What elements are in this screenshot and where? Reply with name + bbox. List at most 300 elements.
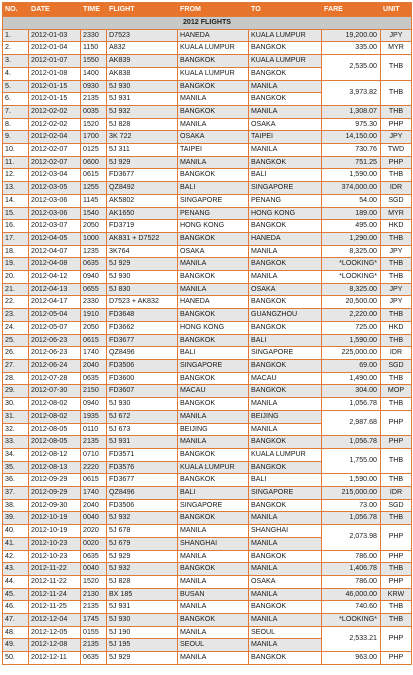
cell-from: HONG KONG xyxy=(178,220,249,233)
cell-date: 2012-10-23 xyxy=(29,537,81,550)
cell-fare: 215,000.00 xyxy=(322,487,381,500)
cell-time: 2135 xyxy=(81,436,107,449)
table-row xyxy=(3,29,412,42)
cell-date: 2012-06-23 xyxy=(29,347,81,360)
cell-fare: 1,056.78 xyxy=(322,512,381,525)
cell-to: BANGKOK xyxy=(249,359,322,372)
cell-fare: 2,535.00 xyxy=(322,55,381,80)
cell-fare: 189.00 xyxy=(322,207,381,220)
cell-unit: THB xyxy=(381,614,412,627)
cell-to: BANGKOK xyxy=(249,601,322,614)
cell-unit: THB xyxy=(381,474,412,487)
cell-flight: 5J 830 xyxy=(107,283,178,296)
cell-to: GUANGZHOU xyxy=(249,309,322,322)
cell-from: OSAKA xyxy=(178,131,249,144)
cell-date: 2012-08-12 xyxy=(29,448,81,461)
cell-flight: D7523 + AK832 xyxy=(107,296,178,309)
header-time: TIME xyxy=(81,3,107,17)
cell-date: 2012-12-08 xyxy=(29,639,81,652)
cell-flight: FD3662 xyxy=(107,321,178,334)
table-row xyxy=(3,512,412,525)
cell-fare: 1,308.07 xyxy=(322,105,381,118)
cell-from: MANILA xyxy=(178,525,249,538)
cell-time: 1150 xyxy=(81,42,107,55)
cell-to: MANILA xyxy=(249,423,322,436)
cell-no: 33. xyxy=(3,436,29,449)
table-row xyxy=(3,105,412,118)
cell-to: BALI xyxy=(249,169,322,182)
cell-to: MANILA xyxy=(249,105,322,118)
cell-from: MANILA xyxy=(178,626,249,639)
cell-from: MANILA xyxy=(178,652,249,665)
cell-time: 0615 xyxy=(81,334,107,347)
cell-from: SINGAPORE xyxy=(178,499,249,512)
cell-to: MANILA xyxy=(249,80,322,93)
table-row xyxy=(3,334,412,347)
cell-from: MANILA xyxy=(178,118,249,131)
cell-to: BANGKOK xyxy=(249,385,322,398)
cell-from: BANGKOK xyxy=(178,512,249,525)
cell-flight: 5J 931 xyxy=(107,436,178,449)
cell-time: 0930 xyxy=(81,80,107,93)
cell-no: 2. xyxy=(3,42,29,55)
cell-no: 20. xyxy=(3,271,29,284)
cell-flight: FD3677 xyxy=(107,334,178,347)
cell-to: SINGAPORE xyxy=(249,182,322,195)
cell-fare: 786.00 xyxy=(322,575,381,588)
cell-fare: 963.00 xyxy=(322,652,381,665)
cell-no: 41. xyxy=(3,537,29,550)
cell-from: BANGKOK xyxy=(178,232,249,245)
cell-fare: 73.00 xyxy=(322,499,381,512)
cell-flight: FD3719 xyxy=(107,220,178,233)
cell-flight: FD3607 xyxy=(107,385,178,398)
cell-time: 2330 xyxy=(81,296,107,309)
cell-fare: 3,973.82 xyxy=(322,80,381,105)
cell-time: 2020 xyxy=(81,525,107,538)
cell-date: 2012-09-29 xyxy=(29,487,81,500)
cell-time: 2050 xyxy=(81,220,107,233)
cell-date: 2012-04-08 xyxy=(29,258,81,271)
table-row xyxy=(3,614,412,627)
cell-to: KUALA LUMPUR xyxy=(249,29,322,42)
cell-time: 0635 xyxy=(81,652,107,665)
cell-fare: 225,000.00 xyxy=(322,347,381,360)
cell-to: HANEDA xyxy=(249,232,322,245)
cell-to: MANILA xyxy=(249,512,322,525)
cell-date: 2012-07-30 xyxy=(29,385,81,398)
cell-no: 39. xyxy=(3,512,29,525)
cell-no: 36. xyxy=(3,474,29,487)
cell-to: MACAU xyxy=(249,372,322,385)
cell-date: 2012-01-15 xyxy=(29,93,81,106)
cell-date: 2012-02-07 xyxy=(29,156,81,169)
cell-from: MANILA xyxy=(178,550,249,563)
cell-to: BANGKOK xyxy=(249,436,322,449)
cell-from: BALI xyxy=(178,347,249,360)
cell-date: 2012-11-24 xyxy=(29,588,81,601)
cell-date: 2012-10-19 xyxy=(29,525,81,538)
cell-no: 18. xyxy=(3,245,29,258)
cell-fare: 1,290.00 xyxy=(322,232,381,245)
cell-flight: 5J 828 xyxy=(107,118,178,131)
cell-no: 42. xyxy=(3,550,29,563)
cell-date: 2012-12-05 xyxy=(29,626,81,639)
cell-to: BANGKOK xyxy=(249,321,322,334)
cell-fare: 740.60 xyxy=(322,601,381,614)
cell-date: 2012-08-02 xyxy=(29,398,81,411)
cell-unit: JPY xyxy=(381,296,412,309)
cell-fare: 2,987.68 xyxy=(322,410,381,435)
table-row xyxy=(3,207,412,220)
header-fare: FARE xyxy=(322,3,381,17)
cell-to: SEOUL xyxy=(249,626,322,639)
cell-date: 2012-06-23 xyxy=(29,334,81,347)
table-row xyxy=(3,144,412,157)
cell-from: KUALA LUMPUR xyxy=(178,461,249,474)
cell-fare: 786.00 xyxy=(322,550,381,563)
cell-no: 26. xyxy=(3,347,29,360)
cell-no: 17. xyxy=(3,232,29,245)
cell-from: MANILA xyxy=(178,283,249,296)
cell-no: 50. xyxy=(3,652,29,665)
cell-time: 0940 xyxy=(81,271,107,284)
cell-date: 2012-11-22 xyxy=(29,575,81,588)
cell-unit: THB xyxy=(381,512,412,525)
cell-from: BUSAN xyxy=(178,588,249,601)
cell-flight: 5J 931 xyxy=(107,93,178,106)
cell-date: 2012-02-04 xyxy=(29,131,81,144)
cell-unit: THB xyxy=(381,80,412,105)
cell-from: HANEDA xyxy=(178,29,249,42)
cell-date: 2012-01-03 xyxy=(29,29,81,42)
cell-from: BEIJING xyxy=(178,423,249,436)
cell-flight: 5J 672 xyxy=(107,410,178,423)
cell-unit: JPY xyxy=(381,283,412,296)
cell-unit: JPY xyxy=(381,245,412,258)
cell-time: 0125 xyxy=(81,144,107,157)
cell-flight: 5J 929 xyxy=(107,258,178,271)
table-row xyxy=(3,220,412,233)
cell-time: 2150 xyxy=(81,385,107,398)
cell-time: 2330 xyxy=(81,29,107,42)
cell-date: 2012-08-05 xyxy=(29,423,81,436)
table-row xyxy=(3,359,412,372)
cell-to: BANGKOK xyxy=(249,461,322,474)
cell-no: 15. xyxy=(3,207,29,220)
cell-unit: THB xyxy=(381,563,412,576)
cell-unit: IDR xyxy=(381,487,412,500)
cell-to: MANILA xyxy=(249,563,322,576)
cell-to: OSAKA xyxy=(249,575,322,588)
cell-from: BANGKOK xyxy=(178,309,249,322)
table-row xyxy=(3,194,412,207)
cell-to: BANGKOK xyxy=(249,258,322,271)
cell-date: 2012-03-05 xyxy=(29,182,81,195)
cell-unit: PHP xyxy=(381,626,412,651)
cell-unit: THB xyxy=(381,169,412,182)
cell-from: MANILA xyxy=(178,156,249,169)
cell-flight: FD3600 xyxy=(107,372,178,385)
cell-no: 49. xyxy=(3,639,29,652)
cell-date: 2012-11-25 xyxy=(29,601,81,614)
cell-date: 2012-12-04 xyxy=(29,614,81,627)
table-row xyxy=(3,245,412,258)
cell-to: MANILA xyxy=(249,614,322,627)
cell-date: 2012-08-02 xyxy=(29,410,81,423)
table-row xyxy=(3,232,412,245)
cell-time: 0710 xyxy=(81,448,107,461)
cell-from: MANILA xyxy=(178,436,249,449)
cell-no: 14. xyxy=(3,194,29,207)
cell-from: KUALA LUMPUR xyxy=(178,67,249,80)
table-row xyxy=(3,626,412,639)
cell-from: SINGAPORE xyxy=(178,194,249,207)
cell-fare: 335.00 xyxy=(322,42,381,55)
cell-no: 40. xyxy=(3,525,29,538)
cell-no: 44. xyxy=(3,575,29,588)
table-row xyxy=(3,182,412,195)
cell-from: BANGKOK xyxy=(178,372,249,385)
table-row xyxy=(3,474,412,487)
cell-date: 2012-02-02 xyxy=(29,118,81,131)
cell-to: MANILA xyxy=(249,144,322,157)
cell-fare: *LOOKING* xyxy=(322,614,381,627)
cell-from: BANGKOK xyxy=(178,563,249,576)
cell-time: 0940 xyxy=(81,398,107,411)
cell-fare: 1,056.78 xyxy=(322,436,381,449)
cell-time: 0035 xyxy=(81,105,107,118)
cell-no: 13. xyxy=(3,182,29,195)
cell-to: BANGKOK xyxy=(249,499,322,512)
table-row xyxy=(3,588,412,601)
cell-no: 34. xyxy=(3,448,29,461)
cell-unit: SGD xyxy=(381,359,412,372)
cell-from: MANILA xyxy=(178,258,249,271)
cell-flight: BX 185 xyxy=(107,588,178,601)
cell-time: 0040 xyxy=(81,563,107,576)
table-row xyxy=(3,601,412,614)
cell-fare: 751.25 xyxy=(322,156,381,169)
cell-time: 1550 xyxy=(81,55,107,68)
cell-no: 12. xyxy=(3,169,29,182)
cell-unit: THB xyxy=(381,448,412,473)
table-row xyxy=(3,347,412,360)
cell-date: 2012-08-13 xyxy=(29,461,81,474)
table-row xyxy=(3,321,412,334)
table-row xyxy=(3,550,412,563)
cell-to: BANGKOK xyxy=(249,67,322,80)
cell-date: 2012-04-12 xyxy=(29,271,81,284)
cell-no: 19. xyxy=(3,258,29,271)
cell-to: PENANG xyxy=(249,194,322,207)
cell-flight: FD3571 xyxy=(107,448,178,461)
cell-no: 10. xyxy=(3,144,29,157)
cell-fare: 69.00 xyxy=(322,359,381,372)
cell-flight: 5J 311 xyxy=(107,144,178,157)
cell-unit: THB xyxy=(381,601,412,614)
cell-date: 2012-04-07 xyxy=(29,245,81,258)
cell-fare: 1,056.78 xyxy=(322,398,381,411)
cell-no: 37. xyxy=(3,487,29,500)
table-row xyxy=(3,271,412,284)
header-date: DATE xyxy=(29,3,81,17)
cell-time: 1520 xyxy=(81,118,107,131)
cell-to: SINGAPORE xyxy=(249,487,322,500)
cell-from: MACAU xyxy=(178,385,249,398)
cell-time: 1235 xyxy=(81,245,107,258)
cell-time: 1400 xyxy=(81,67,107,80)
cell-flight: A832 xyxy=(107,42,178,55)
cell-no: 5. xyxy=(3,80,29,93)
cell-date: 2012-06-24 xyxy=(29,359,81,372)
cell-time: 1745 xyxy=(81,614,107,627)
cell-unit: PHP xyxy=(381,118,412,131)
cell-to: SHANGHAI xyxy=(249,525,322,538)
cell-fare: 1,590.00 xyxy=(322,334,381,347)
cell-flight: 5J 929 xyxy=(107,156,178,169)
cell-no: 11. xyxy=(3,156,29,169)
cell-no: 21. xyxy=(3,283,29,296)
cell-time: 1000 xyxy=(81,232,107,245)
cell-unit: SGD xyxy=(381,499,412,512)
cell-unit: THB xyxy=(381,105,412,118)
cell-flight: 5J 195 xyxy=(107,639,178,652)
cell-unit: MYR xyxy=(381,207,412,220)
cell-time: 0020 xyxy=(81,537,107,550)
cell-unit: PHP xyxy=(381,575,412,588)
cell-date: 2012-04-05 xyxy=(29,232,81,245)
cell-date: 2012-10-19 xyxy=(29,512,81,525)
cell-from: SHANGHAI xyxy=(178,537,249,550)
cell-date: 2012-03-06 xyxy=(29,207,81,220)
cell-date: 2012-01-15 xyxy=(29,80,81,93)
cell-date: 2012-04-13 xyxy=(29,283,81,296)
cell-no: 4. xyxy=(3,67,29,80)
cell-unit: PHP xyxy=(381,550,412,563)
cell-to: OSAKA xyxy=(249,118,322,131)
cell-time: 0635 xyxy=(81,550,107,563)
cell-flight: 5J 678 xyxy=(107,525,178,538)
cell-fare: 730.76 xyxy=(322,144,381,157)
cell-to: BANGKOK xyxy=(249,296,322,309)
cell-no: 48. xyxy=(3,626,29,639)
cell-time: 1145 xyxy=(81,194,107,207)
cell-from: BANGKOK xyxy=(178,271,249,284)
cell-fare: 1,490.00 xyxy=(322,372,381,385)
cell-flight: AK5802 xyxy=(107,194,178,207)
cell-fare: 725.00 xyxy=(322,321,381,334)
cell-date: 2012-03-04 xyxy=(29,169,81,182)
cell-fare: 19,200.00 xyxy=(322,29,381,42)
cell-time: 0155 xyxy=(81,626,107,639)
table-row xyxy=(3,169,412,182)
cell-date: 2012-02-02 xyxy=(29,105,81,118)
cell-from: HANEDA xyxy=(178,296,249,309)
cell-no: 28. xyxy=(3,372,29,385)
cell-fare: 2,220.00 xyxy=(322,309,381,322)
cell-from: MANILA xyxy=(178,575,249,588)
cell-flight: AK1650 xyxy=(107,207,178,220)
cell-fare: 14,150.00 xyxy=(322,131,381,144)
cell-unit: THB xyxy=(381,372,412,385)
cell-flight: QZ8492 xyxy=(107,182,178,195)
cell-time: 2050 xyxy=(81,321,107,334)
cell-to: BALI xyxy=(249,334,322,347)
cell-unit: THB xyxy=(381,55,412,80)
cell-fare: 54.00 xyxy=(322,194,381,207)
cell-date: 2012-11-22 xyxy=(29,563,81,576)
table-row xyxy=(3,309,412,322)
cell-flight: 5J 932 xyxy=(107,563,178,576)
table-row xyxy=(3,296,412,309)
cell-fare: 46,000.00 xyxy=(322,588,381,601)
cell-time: 2040 xyxy=(81,499,107,512)
cell-from: BANGKOK xyxy=(178,398,249,411)
cell-flight: QZ8496 xyxy=(107,347,178,360)
cell-flight: 5J 679 xyxy=(107,537,178,550)
cell-fare: 1,590.00 xyxy=(322,474,381,487)
cell-time: 2135 xyxy=(81,601,107,614)
cell-time: 0600 xyxy=(81,156,107,169)
table-row xyxy=(3,131,412,144)
table-row xyxy=(3,385,412,398)
cell-unit: PHP xyxy=(381,652,412,665)
cell-no: 35. xyxy=(3,461,29,474)
cell-unit: MOP xyxy=(381,385,412,398)
cell-no: 3. xyxy=(3,55,29,68)
cell-unit: HKD xyxy=(381,321,412,334)
cell-no: 6. xyxy=(3,93,29,106)
cell-fare: 1,590.00 xyxy=(322,169,381,182)
cell-fare: 495.00 xyxy=(322,220,381,233)
cell-unit: MYR xyxy=(381,42,412,55)
cell-to: KUALA LUMPUR xyxy=(249,55,322,68)
cell-date: 2012-05-07 xyxy=(29,321,81,334)
cell-to: MANILA xyxy=(249,245,322,258)
table-row xyxy=(3,436,412,449)
cell-fare: 304.00 xyxy=(322,385,381,398)
flights-table xyxy=(2,2,412,665)
table-row xyxy=(3,156,412,169)
header-flight: FLIGHT xyxy=(107,3,178,17)
cell-unit: THB xyxy=(381,309,412,322)
cell-to: BANGKOK xyxy=(249,652,322,665)
cell-date: 2012-05-04 xyxy=(29,309,81,322)
cell-time: 1740 xyxy=(81,487,107,500)
section-banner: 2012 FLIGHTS xyxy=(3,17,412,30)
cell-fare: 1,406.78 xyxy=(322,563,381,576)
cell-time: 1255 xyxy=(81,182,107,195)
cell-no: 45. xyxy=(3,588,29,601)
cell-to: BEIJING xyxy=(249,410,322,423)
cell-no: 30. xyxy=(3,398,29,411)
cell-no: 8. xyxy=(3,118,29,131)
cell-from: MANILA xyxy=(178,410,249,423)
cell-from: OSAKA xyxy=(178,245,249,258)
header-no: NO. xyxy=(3,3,29,17)
cell-to: MANILA xyxy=(249,639,322,652)
cell-no: 9. xyxy=(3,131,29,144)
table-row xyxy=(3,575,412,588)
cell-date: 2012-08-05 xyxy=(29,436,81,449)
cell-time: 2135 xyxy=(81,93,107,106)
cell-time: 2135 xyxy=(81,639,107,652)
cell-from: BANGKOK xyxy=(178,614,249,627)
cell-from: BANGKOK xyxy=(178,448,249,461)
cell-date: 2012-07-28 xyxy=(29,372,81,385)
cell-to: TAIPEI xyxy=(249,131,322,144)
